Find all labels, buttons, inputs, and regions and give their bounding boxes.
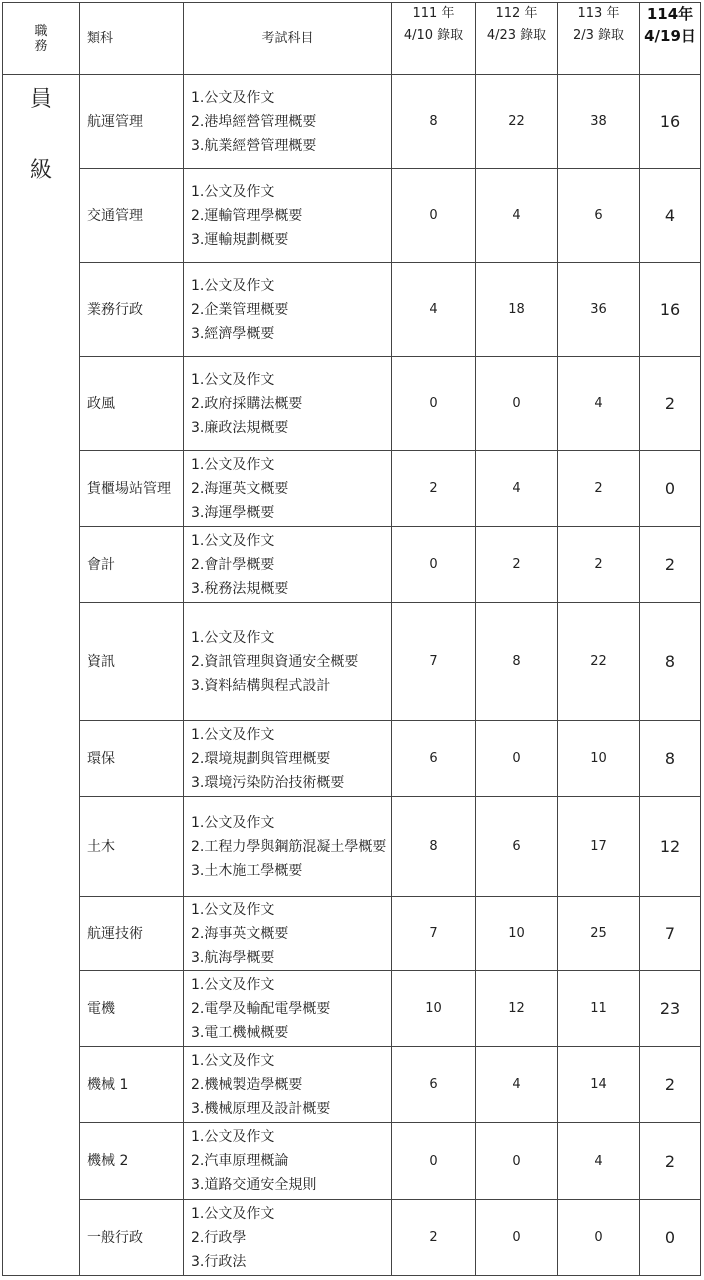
count-cell: 4 (558, 357, 640, 451)
subjects-cell (184, 357, 392, 451)
count-cell: 8 (392, 75, 476, 169)
subject-item: 1.公文及作文 (191, 726, 275, 743)
header-row (3, 3, 701, 75)
subject-item: 1.公文及作文 (191, 629, 275, 646)
count-cell: 2 (640, 357, 701, 451)
count-cell: 10 (558, 721, 640, 797)
count-cell: 2 (476, 527, 558, 603)
count-cell: 14 (558, 1047, 640, 1123)
count-cell: 6 (392, 721, 476, 797)
subject-item: 3.廉政法規概要 (191, 419, 289, 436)
count-cell: 18 (476, 263, 558, 357)
count-cell: 23 (640, 971, 701, 1047)
count-cell: 0 (640, 451, 701, 527)
subject-item: 1.公文及作文 (191, 277, 275, 294)
admission-table (2, 2, 701, 1276)
subjects-cell (184, 451, 392, 527)
category-cell: 航運管理 (80, 75, 184, 169)
count-cell: 8 (640, 603, 701, 721)
table-row (3, 527, 701, 603)
subject-item: 3.道路交通安全規則 (191, 1177, 317, 1193)
category-cell: 機械 1 (80, 1047, 184, 1123)
count-cell: 22 (476, 75, 558, 169)
count-cell: 12 (476, 971, 558, 1047)
category-cell: 一般行政 (80, 1200, 184, 1276)
subject-item: 1.公文及作文 (191, 1129, 275, 1145)
table-row (3, 797, 701, 897)
subject-item: 1.公文及作文 (191, 532, 275, 549)
count-cell: 7 (392, 897, 476, 971)
subjects-cell (184, 1123, 392, 1200)
count-cell: 6 (558, 169, 640, 263)
subject-item: 2.政府採購法概要 (191, 395, 303, 412)
count-cell: 8 (392, 797, 476, 897)
count-cell: 7 (640, 897, 701, 971)
table-row (3, 1200, 701, 1276)
category-cell: 機械 2 (80, 1123, 184, 1200)
duty-label: 級 (29, 158, 52, 183)
count-cell: 17 (558, 797, 640, 897)
table-row (3, 603, 701, 721)
header-year-114: 114年 4/19日 (640, 3, 701, 75)
table-row (3, 451, 701, 527)
subject-item: 3.環境污染防治技術概要 (191, 774, 345, 791)
count-cell: 8 (476, 603, 558, 721)
subject-item: 2.工程力學與鋼筋混凝土學概要 (191, 838, 387, 855)
category-cell: 土木 (80, 797, 184, 897)
count-cell: 4 (392, 263, 476, 357)
subjects-cell (184, 1200, 392, 1276)
table-row (3, 263, 701, 357)
table-row (3, 971, 701, 1047)
subject-item: 2.運輸管理學概要 (191, 207, 303, 224)
subject-item: 2.資訊管理與資通安全概要 (191, 653, 359, 670)
subject-item: 1.公文及作文 (191, 976, 275, 993)
count-cell: 0 (476, 1200, 558, 1276)
count-cell: 0 (476, 1123, 558, 1200)
duty-label: 員 (29, 87, 52, 112)
subject-item: 2.海事英文概要 (191, 925, 289, 942)
subject-item: 2.企業管理概要 (191, 301, 289, 318)
count-cell: 16 (640, 263, 701, 357)
count-cell: 2 (392, 451, 476, 527)
category-cell: 環保 (80, 721, 184, 797)
subject-item: 3.海運學概要 (191, 504, 275, 521)
subject-item: 2.機械製造學概要 (191, 1076, 303, 1093)
table-row (3, 1123, 701, 1200)
count-cell: 22 (558, 603, 640, 721)
count-cell: 4 (476, 451, 558, 527)
header-year-113: 113 年 2/3 錄取 (558, 3, 640, 75)
subject-item: 1.公文及作文 (191, 901, 275, 918)
subjects-cell (184, 75, 392, 169)
header-category: 類科 (80, 3, 184, 75)
count-cell: 0 (392, 1123, 476, 1200)
count-cell: 10 (476, 897, 558, 971)
count-cell: 0 (392, 169, 476, 263)
subjects-cell (184, 1047, 392, 1123)
count-cell: 4 (476, 1047, 558, 1123)
subject-item: 3.資料結構與程式設計 (191, 677, 331, 694)
count-cell: 11 (558, 971, 640, 1047)
table-row (3, 897, 701, 971)
duty-cell (3, 75, 80, 1276)
count-cell: 2 (558, 451, 640, 527)
subject-item: 1.公文及作文 (191, 1205, 275, 1222)
subject-item: 3.運輸規劃概要 (191, 231, 289, 248)
count-cell: 4 (558, 1123, 640, 1200)
subject-item: 2.汽車原理概論 (191, 1153, 289, 1169)
count-cell: 2 (640, 1123, 701, 1200)
category-cell: 貨櫃場站管理 (80, 451, 184, 527)
count-cell: 0 (476, 721, 558, 797)
subject-item: 3.電工機械概要 (191, 1024, 289, 1041)
count-cell: 6 (476, 797, 558, 897)
table-row (3, 721, 701, 797)
subjects-cell (184, 603, 392, 721)
table-row (3, 169, 701, 263)
subjects-cell (184, 169, 392, 263)
count-cell: 6 (392, 1047, 476, 1123)
subject-item: 1.公文及作文 (191, 183, 275, 200)
subject-item: 3.航海學概要 (191, 949, 275, 966)
subject-item: 1.公文及作文 (191, 814, 275, 831)
subjects-cell (184, 527, 392, 603)
subject-item: 2.電學及輸配電學概要 (191, 1000, 331, 1017)
category-cell: 政風 (80, 357, 184, 451)
table-row (3, 75, 701, 169)
subjects-cell (184, 797, 392, 897)
count-cell: 16 (640, 75, 701, 169)
category-cell: 電機 (80, 971, 184, 1047)
category-cell: 資訊 (80, 603, 184, 721)
count-cell: 38 (558, 75, 640, 169)
subjects-cell (184, 897, 392, 971)
subject-item: 3.行政法 (191, 1253, 247, 1270)
count-cell: 8 (640, 721, 701, 797)
count-cell: 36 (558, 263, 640, 357)
count-cell: 7 (392, 603, 476, 721)
category-cell: 交通管理 (80, 169, 184, 263)
count-cell: 0 (558, 1200, 640, 1276)
count-cell: 10 (392, 971, 476, 1047)
count-cell: 25 (558, 897, 640, 971)
subject-item: 3.機械原理及設計概要 (191, 1100, 331, 1117)
header-year-112: 112 年 4/23 錄取 (476, 3, 558, 75)
header-duty: 職 務 (3, 3, 80, 75)
header-subjects: 考試科目 (184, 3, 392, 75)
subject-item: 1.公文及作文 (191, 1052, 275, 1069)
count-cell: 2 (640, 1047, 701, 1123)
count-cell: 2 (392, 1200, 476, 1276)
subjects-cell (184, 971, 392, 1047)
count-cell: 0 (640, 1200, 701, 1276)
count-cell: 2 (640, 527, 701, 603)
subject-item: 3.航業經營管理概要 (191, 137, 317, 154)
subject-item: 1.公文及作文 (191, 456, 275, 473)
subject-item: 1.公文及作文 (191, 371, 275, 388)
count-cell: 0 (476, 357, 558, 451)
subject-item: 2.海運英文概要 (191, 480, 289, 497)
subject-item: 2.行政學 (191, 1229, 247, 1246)
count-cell: 4 (476, 169, 558, 263)
table-row (3, 1047, 701, 1123)
subject-item: 3.土木施工學概要 (191, 862, 303, 879)
count-cell: 4 (640, 169, 701, 263)
subject-item: 3.經濟學概要 (191, 325, 275, 342)
table-row (3, 357, 701, 451)
subjects-cell (184, 263, 392, 357)
subject-item: 2.會計學概要 (191, 556, 275, 573)
count-cell: 12 (640, 797, 701, 897)
category-cell: 會計 (80, 527, 184, 603)
count-cell: 0 (392, 527, 476, 603)
subject-item: 3.稅務法規概要 (191, 580, 289, 597)
category-cell: 航運技術 (80, 897, 184, 971)
count-cell: 0 (392, 357, 476, 451)
subject-item: 2.港埠經營管理概要 (191, 113, 317, 130)
count-cell: 2 (558, 527, 640, 603)
subjects-cell (184, 721, 392, 797)
category-cell: 業務行政 (80, 263, 184, 357)
subject-item: 2.環境規劃與管理概要 (191, 750, 331, 767)
header-year-111: 111 年 4/10 錄取 (392, 3, 476, 75)
subject-item: 1.公文及作文 (191, 89, 275, 106)
